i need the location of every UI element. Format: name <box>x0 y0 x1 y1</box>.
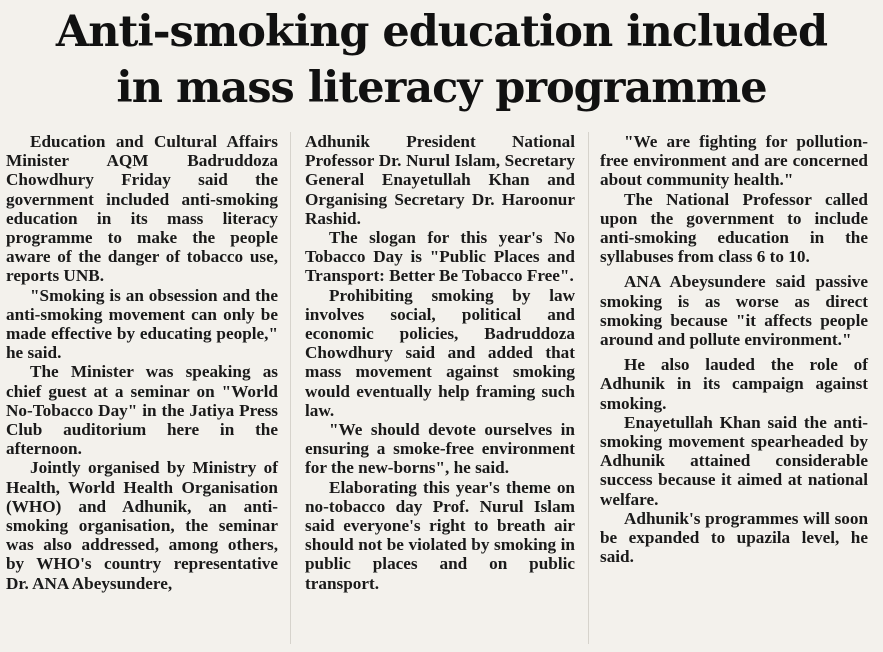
paragraph: Education and Cultural Affairs Minister AQM Badruddoza Chowdhury Friday said the government included anti-smoking education in its mass literacy programme to make the people aware of the danger of tobacco use, reports UNB. <box>6 132 278 286</box>
paragraph: The National Professor called upon the government to include anti-smoking education in the syllabuses from class 6 to 10. <box>600 189 868 267</box>
paragraph: The slogan for this year's No Tobacco Day is "Public Places and Transport: Better Be Tobacco Free". <box>305 228 575 286</box>
headline-line-2: in mass literacy programme <box>116 63 767 113</box>
paragraph: "We are fighting for pollution-free environment and are concerned about community health." <box>600 132 868 190</box>
paragraph: Adhunik President National Professor Dr. Nurul Islam, Secretary General Enayetullah Khan and Organising Secretary Dr. Haroonur Rashid. <box>305 132 575 228</box>
paragraph: Elaborating this year's theme on no-tobacco day Prof. Nurul Islam said everyone's right to breath air should not be violated by smoking in public places and on public transport. <box>305 477 575 593</box>
paragraph: He also lauded the role of Adhunik in its campaign against smoking. <box>600 355 868 413</box>
paragraph: ANA Abeysundere said passive smoking is as worse as direct smoking because "it affects people around and pollute environment." <box>600 272 868 350</box>
headline-line-1: Anti-smoking education included <box>55 7 828 57</box>
paragraph: Enayetullah Khan said the anti-smoking movement spearheaded by Adhunik attained considerable success because it aimed at national welfare. <box>600 412 868 509</box>
headline <box>0 4 883 116</box>
article-column-2 <box>305 132 575 593</box>
paragraph: Jointly organised by Ministry of Health, World Health Organisation (WHO) and Adhunik, an anti-smoking organisation, the seminar was also addressed, among others, by WHO's country representative Dr. ANA Abeysundere, <box>6 458 278 593</box>
paragraph: The Minister was speaking as chief guest at a seminar on "World No-Tobacco Day" in the Jatiya Press Club auditorium here in the afternoon. <box>6 362 278 459</box>
column-divider <box>588 132 589 644</box>
column-divider <box>290 132 291 644</box>
article-column-3 <box>600 132 868 566</box>
paragraph: "Smoking is an obsession and the anti-smoking movement can only be made effective by educating people," he said. <box>6 285 278 363</box>
article-column-1 <box>6 132 278 593</box>
paragraph: Adhunik's programmes will soon be expanded to upazila level, he said. <box>600 508 868 567</box>
paragraph: Prohibiting smoking by law involves social, political and economic policies, Badruddoza Chowdhury said and added that mass movement against smoking would eventually help framing such law. <box>305 285 575 420</box>
paragraph: "We should devote ourselves in ensuring a smoke-free environment for the new-borns", he said. <box>305 420 575 478</box>
